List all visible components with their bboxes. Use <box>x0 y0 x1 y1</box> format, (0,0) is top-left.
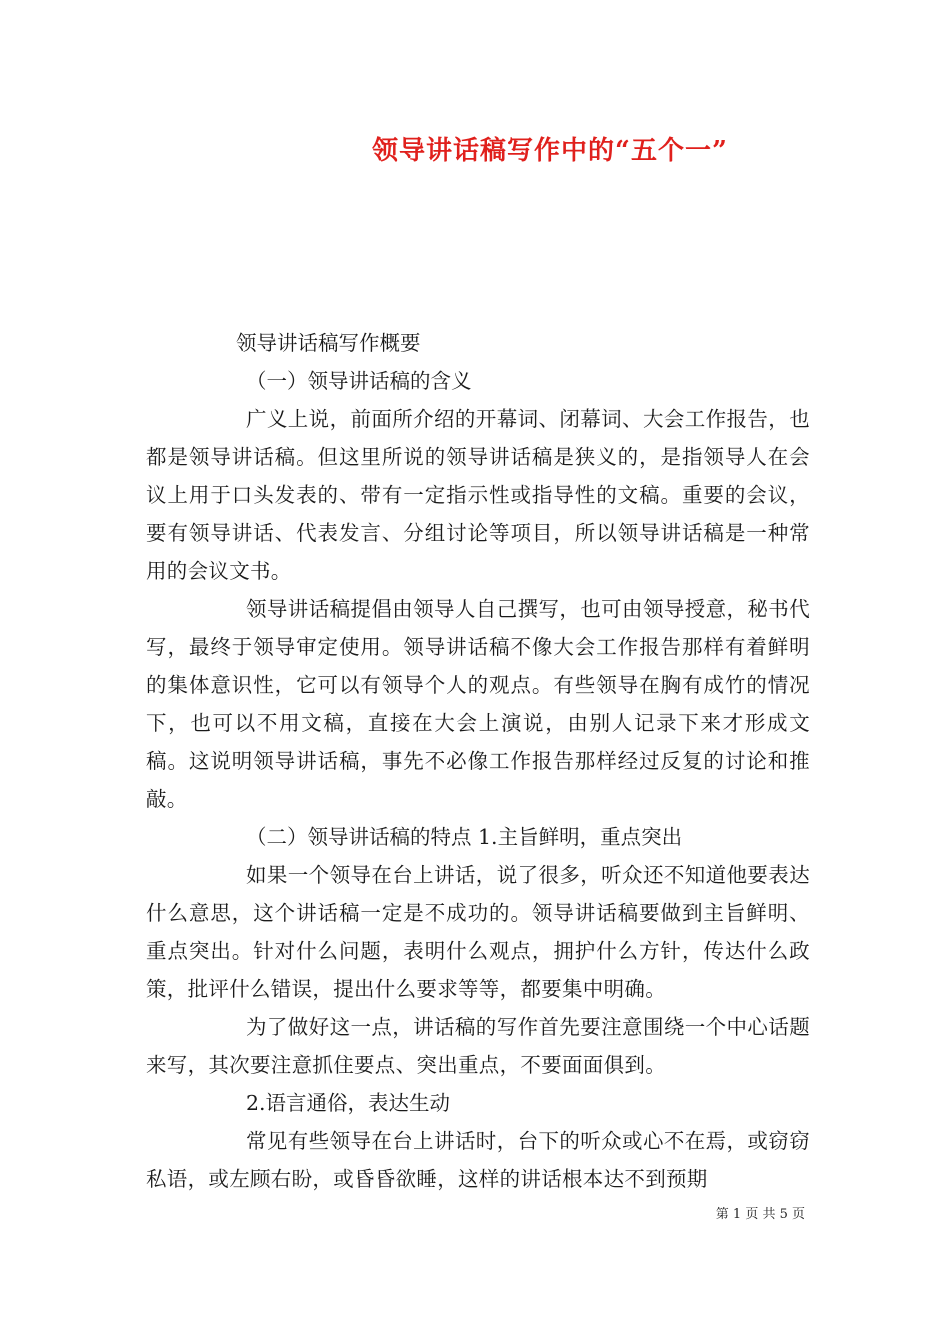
paragraph-1: 广义上说，前面所介绍的开幕词、闭幕词、大会工作报告，也都是领导讲话稿。但这里所说的领导讲话稿是狭义的，是指领导人在会议上用于口头发表的、带有一定指示性或指导性的文稿。重要的会议，要有领导讲话、代表发言、分组讨论等项目，所以领导讲话稿是一种常用的会议文书。 <box>146 407 810 583</box>
section2-heading: （二）领导讲话稿的特点 1.主旨鲜明，重点突出 <box>246 825 683 849</box>
point2-heading: 2.语言通俗，表达生动 <box>246 1091 451 1115</box>
paragraph-3: 如果一个领导在台上讲话，说了很多，听众还不知道他要表达什么意思，这个讲话稿一定是不成功的。领导讲话稿要做到主旨鲜明、重点突出。针对什么问题，表明什么观点，拥护什么方针，传达什么政策，批评什么错误，提出什么要求等等，都要集中明确。 <box>146 863 810 1001</box>
paragraph-4: 为了做好这一点，讲话稿的写作首先要注意围绕一个中心话题来写，其次要注意抓住要点、突出重点，不要面面俱到。 <box>146 1015 810 1077</box>
paragraph-5: 常见有些领导在台上讲话时，台下的听众或心不在焉，或窃窃私语，或左顾右盼，或昏昏欲睡，这样的讲话根本达不到预期 <box>146 1129 810 1191</box>
overview-heading: 领导讲话稿写作概要 <box>236 331 421 355</box>
section1-heading: （一）领导讲话稿的含义 <box>246 369 472 393</box>
document-body <box>146 324 810 1198</box>
page-number: 第 1 页 共 5 页 <box>715 1207 805 1222</box>
document-title: 领导讲话稿写作中的“五个一” <box>372 136 728 166</box>
paragraph-2: 领导讲话稿提倡由领导人自己撰写，也可由领导授意，秘书代写，最终于领导审定使用。领导讲话稿不像大会工作报告那样有着鲜明的集体意识性，它可以有领导个人的观点。有些领导在胸有成竹的情况下，也可以不用文稿，直接在大会上演说，由别人记录下来才形成文稿。这说明领导讲话稿，事先不必像工作报告那样经过反复的讨论和推敲。 <box>146 597 810 811</box>
